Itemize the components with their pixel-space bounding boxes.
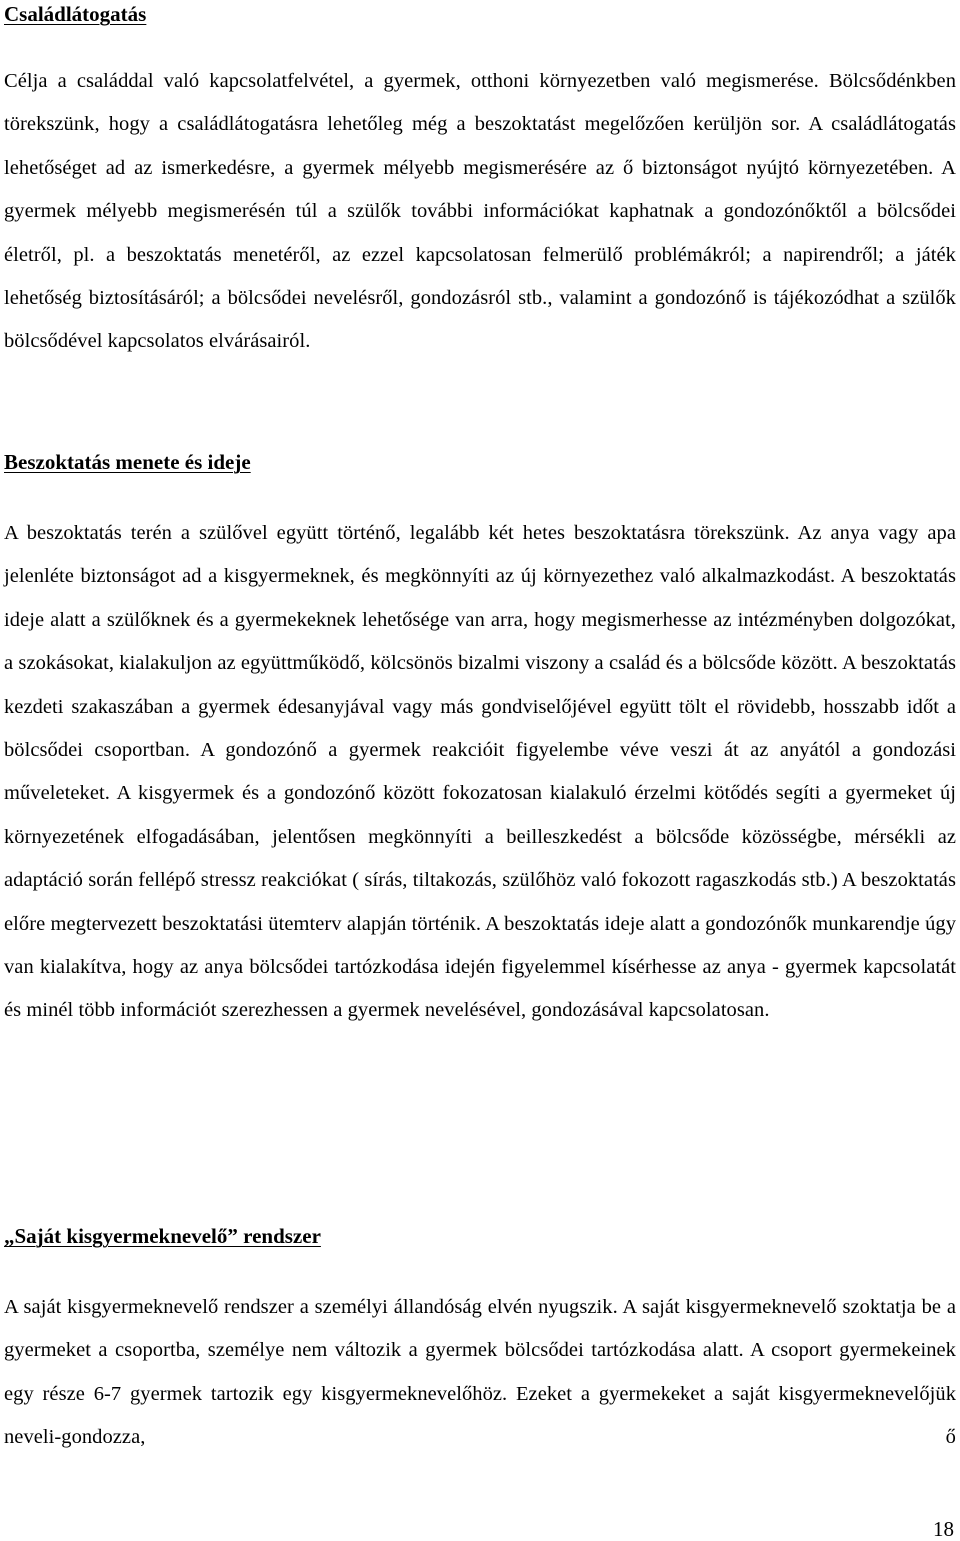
paragraph-beszoktatas: A beszoktatás terén a szülővel együtt történő, legalább két hetes beszoktatásra törekszünk. Az anya vagy apa jelenléte biztonságot ad a kisgyermeknek, és megkönnyíti az új környezethez való alkalmazkodást. A beszoktatás ideje alatt a szülőknek és a gyermekeknek lehetősége van arra, hogy megismerhesse az intézményben dolgozókat, a szokásokat, kialakuljon az együttműködő, kölcsönös bizalmi viszony a család és a bölcsőde között. A beszoktatás kezdeti szakaszában a gyermek édesanyjával vagy más gondviselőjével együtt tölt el rövidebb, hosszabb időt a bölcsődei csoportban. A gondozónő a gyermek reakcióit figyelembe véve veszi át az anyától a gondozási műveleteket. A kisgyermek és a gondozónő között fokozatosan kialakuló érzelmi kötődés segíti a gyermeket új környezetének elfogadásában, jelentősen megkönnyíti a beilleszkedést a bölcsőde közösségbe, mérsékli az adaptáció során fellépő stressz reakciókat ( sírás, tiltakozás, szülőhöz való fokozott ragaszkodás stb.) A beszoktatás előre megtervezett beszoktatási ütemterv alapján történik. A beszoktatás ideje alatt a gondozónők munkarendje úgy van kialakítva, hogy az anya bölcsődei tartózkodása idején figyelemmel kísérhesse az anya - gyermek kapcsolatát és minél több információt szerezhessen a gyermek nevelésével, gondozásával kapcsolatosan. — [4, 522, 956, 1022]
paragraph-sajat-kisgyermeknevelo: A saját kisgyermeknevelő rendszer a személyi állandóság elvén nyugszik. A saját kisgyermeknevelő szoktatja be a gyermeket a csoportba, személye nem változik a gyermek bölcsődei tartózkodása alatt. A csoport gyermekeinek egy része 6-7 gyermek tartozik egy kisgyermeknevelőhöz. Ezeket a gyermekeket a saját kisgyermeknevelőjük neveli-gondozza, ő — [4, 1296, 956, 1449]
section-heading-sajat-kisgyermeknevelo: „Saját kisgyermeknevelő” rendszer — [4, 1224, 321, 1248]
page-number: 18 — [933, 1517, 954, 1541]
section-heading-csaladlatogatas: Családlátogatás — [4, 2, 147, 26]
paragraph-csaladlatogatas: Célja a családdal való kapcsolatfelvétel, a gyermek, otthoni környezetben való megismerése. Bölcsődénkben törekszünk, hogy a családlátogatásra lehetőleg még a beszoktatást megelőzően kerüljön sor. A családlátogatás lehetőséget ad az ismerkedésre, a gyermek mélyebb megismerésére az ő biztonságot nyújtó környezetében. A gyermek mélyebb megismerésén túl a szülők további információkat kaphatnak a gondozónőktől a bölcsődei életről, pl. a beszoktatás menetéről, az ezzel kapcsolatosan felmerülő problémákról; a napirendről; a játék lehetőség biztosításáról; a bölcsődei nevelésről, gondozásról stb., valamint a gondozónő is tájékozódhat a szülők bölcsődével kapcsolatos elvárásairól. — [4, 70, 956, 353]
section-heading-beszoktatas: Beszoktatás menete és ideje — [4, 450, 251, 474]
